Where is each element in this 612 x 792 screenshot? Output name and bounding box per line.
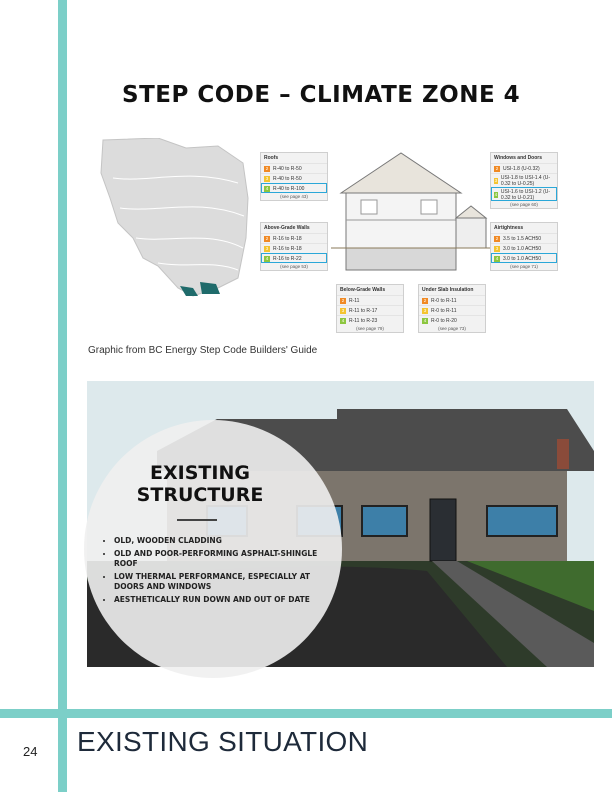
below-grade-row: 3 R-11 to R-17 bbox=[337, 305, 403, 315]
under-slab-row: 4 R-0 to R-20 bbox=[419, 315, 485, 325]
existing-title-line2: STRUCTURE bbox=[136, 484, 264, 506]
below-grade-panel bbox=[336, 284, 404, 333]
below-grade-row: 4 R-11 to R-23 bbox=[337, 315, 403, 325]
graphic-caption: Graphic from BC Energy Step Code Builders' Guide bbox=[88, 345, 318, 356]
roofs-title: Roofs bbox=[264, 155, 279, 161]
walls-panel bbox=[260, 222, 328, 271]
existing-structure-heading bbox=[125, 462, 275, 506]
under-slab-title: Under Slab Insulation bbox=[422, 287, 474, 293]
walls-row: 3 R-16 to R-18 bbox=[261, 243, 327, 253]
list-item: • OLD AND POOR-PERFORMING ASPHALT-SHINGLE ROOF bbox=[114, 549, 329, 569]
horizontal-accent-bar bbox=[0, 709, 612, 718]
airtightness-title: Airtightness bbox=[494, 225, 524, 231]
airtightness-see: (see page 71) bbox=[510, 264, 538, 269]
bc-map-illustration bbox=[98, 138, 258, 303]
existing-bullet-list bbox=[102, 536, 329, 608]
walls-row: 4 R-16 to R-22 bbox=[261, 253, 327, 263]
windows-see: (see page 60) bbox=[510, 202, 538, 207]
windows-panel bbox=[490, 152, 558, 209]
airtightness-panel bbox=[490, 222, 558, 271]
windows-row: 3 USI-1.8 to USI-1.4 (U-0.32 to U-0.25) bbox=[491, 173, 557, 187]
house-section-illustration bbox=[331, 148, 491, 288]
step-code-graphic bbox=[98, 138, 560, 338]
list-item: • LOW THERMAL PERFORMANCE, ESPECIALLY AT DOORS AND WINDOWS bbox=[114, 572, 329, 592]
under-slab-see: (see page 73) bbox=[438, 326, 466, 331]
page-number: 24 bbox=[23, 744, 38, 759]
roofs-see: (see page 43) bbox=[280, 194, 308, 199]
walls-see: (see page 53) bbox=[280, 264, 308, 269]
windows-title: Windows and Doors bbox=[494, 155, 543, 161]
roofs-panel bbox=[260, 152, 328, 201]
airtightness-row: 2 3.5 to 1.5 ACH50 bbox=[491, 233, 557, 243]
heading-rule bbox=[177, 519, 217, 521]
roofs-row: 2 R-40 to R-50 bbox=[261, 163, 327, 173]
below-grade-title: Below-Grade Walls bbox=[340, 287, 386, 293]
existing-title-line1: EXISTING bbox=[150, 462, 250, 484]
airtightness-row: 3 3.0 to 1.0 ACH50 bbox=[491, 243, 557, 253]
under-slab-panel bbox=[418, 284, 486, 333]
airtightness-row: 4 3.0 to 1.0 ACH50 bbox=[491, 253, 557, 263]
roofs-row: 4 R-40 to R-100 bbox=[261, 183, 327, 193]
walls-title: Above-Grade Walls bbox=[264, 225, 310, 231]
section-title: EXISTING SITUATION bbox=[77, 726, 369, 757]
windows-row: 2 USI-1.8 (U-0.32) bbox=[491, 163, 557, 173]
windows-row: 4 USI-1.6 to USI-1.2 (U-0.32 to U-0.21) bbox=[491, 187, 557, 201]
list-item: • OLD, WOODEN CLADDING bbox=[114, 536, 329, 546]
under-slab-row: 2 R-0 to R-11 bbox=[419, 295, 485, 305]
below-grade-see: (see page 79) bbox=[356, 326, 384, 331]
page-title: STEP CODE – CLIMATE ZONE 4 bbox=[122, 82, 521, 108]
under-slab-row: 3 R-0 to R-11 bbox=[419, 305, 485, 315]
below-grade-row: 2 R-11 bbox=[337, 295, 403, 305]
roofs-row: 3 R-40 to R-50 bbox=[261, 173, 327, 183]
vertical-accent-bar bbox=[58, 0, 67, 792]
walls-row: 2 R-16 to R-18 bbox=[261, 233, 327, 243]
list-item: • AESTHETICALLY RUN DOWN AND OUT OF DATE bbox=[114, 595, 329, 605]
